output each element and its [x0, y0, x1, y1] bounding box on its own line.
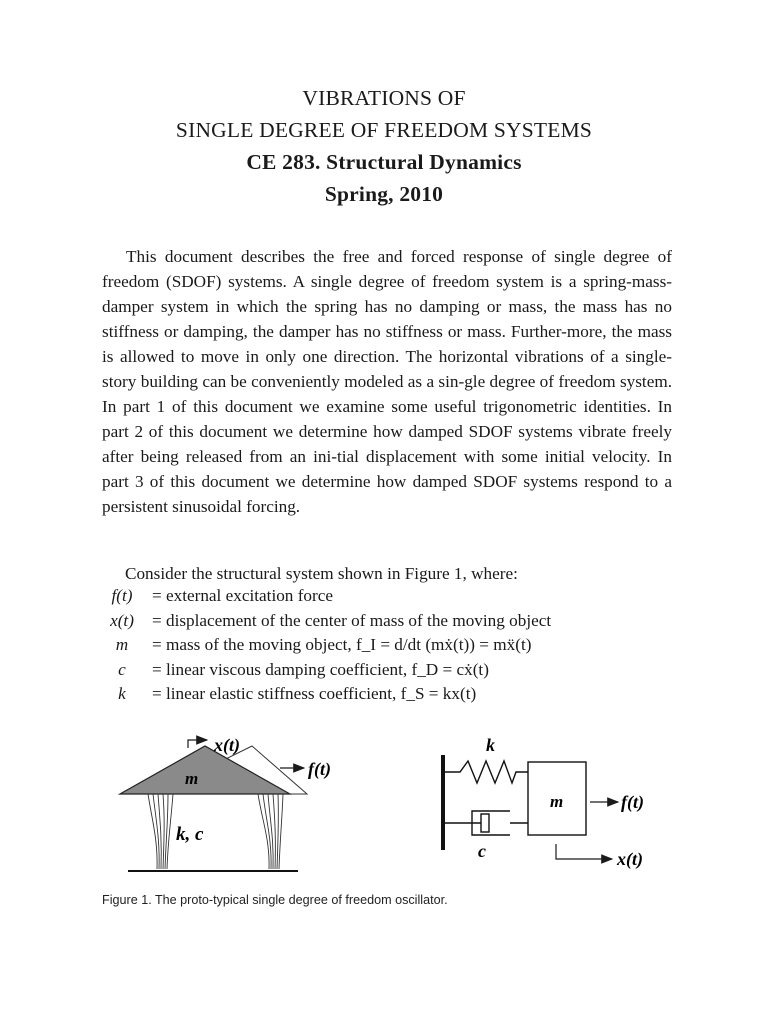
definition-row [102, 633, 662, 658]
definition-symbol: k [118, 684, 126, 703]
definition-row [102, 584, 662, 609]
title-line-2: SINGLE DEGREE OF FREEDOM SYSTEMS [175, 118, 593, 142]
figure-1 [0, 725, 768, 895]
flexible-columns [148, 794, 283, 869]
displacement-label: x(t) [214, 735, 240, 755]
title-block [0, 82, 768, 210]
definition-text: = displacement of the center of mass of the moving object [152, 610, 552, 630]
damper [445, 811, 528, 835]
mass-block-label: m [550, 792, 564, 811]
definition-symbol: c [118, 659, 126, 679]
definition-symbol: m [115, 635, 129, 654]
spring-mass-damper-model [443, 735, 644, 870]
title-line-1: VIBRATIONS OF [302, 86, 466, 110]
course-name: CE 283. Structural Dynamics [246, 150, 522, 174]
intro-paragraph: This document describes the free and forced response of single degree of freedom (SDOF) systems. A single degree of freedom system is a spring-mass-damper system in which the spring has no damping or mass, the mass has no stiffness or damping, the damper has no stiffness or mass. Further-more, the mass is allowed to move in only one direction. The horizontal vibrations of a single-story building can be conveniently modeled as a sin-gle degree of freedom system. In part 1 of this document we examine some useful trigonometric identities. In part 2 of this document we determine how damped SDOF systems vibrate freely after being released from an ini-tial displacement with some initial velocity. In part 3 of this document we determine how damped SDOF systems respond to a persistent sinusoidal forcing. [102, 247, 672, 516]
definition-row [102, 609, 662, 634]
displacement-label-right: x(t) [617, 849, 643, 869]
definition-row [102, 682, 662, 707]
definition-list [102, 584, 662, 707]
definition-text: = mass of the moving object, f_I = d/dt (mẋ(t)) = mẍ(t) [152, 635, 532, 654]
mass-triangle [120, 746, 290, 794]
figure-caption: Figure 1. The proto-typical single degree of freedom oscillator. [102, 893, 448, 907]
definition-symbol: f(t) [111, 586, 133, 605]
damper-label: c [478, 841, 486, 861]
displacement-arrow-right [556, 844, 612, 859]
definition-text: = linear elastic stiffness coefficient, f_S = kx(t) [152, 684, 477, 703]
definition-text: = linear viscous damping coefficient, f_D = cẋ(t) [152, 659, 489, 679]
definition-text: = external excitation force [152, 586, 333, 605]
term: Spring, 2010 [324, 182, 444, 206]
stiffness-damping-label: k, c [176, 824, 204, 845]
consider-sentence: Consider the structural system shown in Figure 1, where: [125, 564, 518, 583]
definition-row [102, 658, 662, 683]
spring-label: k [486, 735, 495, 755]
spring [445, 761, 528, 783]
definition-symbol: x(t) [110, 610, 134, 630]
force-label: f(t) [308, 759, 331, 779]
mass-label: m [185, 769, 199, 788]
frame-model [120, 735, 331, 871]
force-label-right: f(t) [621, 792, 644, 812]
